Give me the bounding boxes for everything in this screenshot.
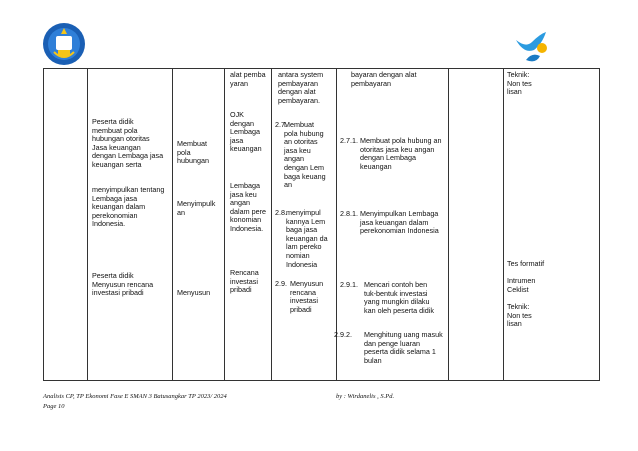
indicator-text-4: Mencari contoh ben tuk-bentuk investasi yang mungkin dilaku kan oleh peserta didik xyxy=(364,280,434,315)
verb-3: Menyusun xyxy=(177,288,211,297)
content-cell xyxy=(225,69,272,381)
indicator-text-5: Menghitung uang masuk dan penge luaran peserta didik selama 1 bulan xyxy=(364,330,443,365)
page-footer xyxy=(43,392,227,412)
merdeka-belajar-logo xyxy=(512,26,552,66)
footer-document-title: Analisis CP, TP Ekonomi Fase E SMAN 3 Batusangkar TP 2023/ 2024 xyxy=(43,393,227,400)
objective-detail-3: menyimpul kannya Lem baga jasa keuangan da lam pereko nomian Indonesia xyxy=(286,208,328,269)
empty-cell xyxy=(44,69,88,381)
content-text-1: alat pemba yaran xyxy=(230,70,266,88)
table-row xyxy=(44,69,600,381)
content-text-4: Rencana investasi pribadi xyxy=(230,268,259,295)
objective-detail-1: antara system pembayaran dengan alat pembayaran. xyxy=(278,70,324,105)
objective-text-2: menyimpulkan tentang Lembaga jasa keuangan dalam perekonomian Indonesia. xyxy=(92,185,165,229)
objective-detail-4: Menyusun rencana investasi pribadi xyxy=(290,279,324,314)
objective-detail-2: Membuat pola hubung an otoritas jasa keu angan dengan Lem baga keuang an xyxy=(284,120,326,190)
indicator-number-2-9-2: 2.9.2. xyxy=(334,330,352,339)
indicator-cell xyxy=(334,69,449,381)
footer-author: by : Wirdanelis , S.Pd. xyxy=(336,393,395,400)
verb-2: Menyimpulk an xyxy=(177,199,216,217)
assessment-text-2: Tes formatif Intrumen Ceklist Teknik: Non tes lisan xyxy=(507,259,545,329)
analysis-table xyxy=(43,68,600,381)
verb-1: Membuat pola hubungan xyxy=(177,139,209,166)
objective-number-2-7: 2.7. xyxy=(275,120,287,129)
indicator-number-2-9-1: 2.9.1. xyxy=(340,280,358,289)
assessment-text-1: Teknik: Non tes lisan xyxy=(507,70,532,97)
indicator-number-2-7-1: 2.7.1. xyxy=(340,136,358,145)
indicator-text-3: Menyimpulkan Lembaga jasa keuangan dalam perekonomian Indonesia xyxy=(360,209,439,236)
objective-number-2-8: 2.8. xyxy=(275,208,287,217)
empty-cell xyxy=(449,69,504,381)
indicator-number-2-8-1: 2.8.1. xyxy=(340,209,358,218)
learning-objective-cell xyxy=(88,69,173,381)
objective-number-2-9: 2.9. xyxy=(275,279,287,288)
objective-text-3: Peserta didik Menyusun rencana investasi pribadi xyxy=(92,271,154,298)
objective-number-cell xyxy=(272,69,337,381)
verb-cell xyxy=(173,69,225,381)
indicator-text-1: bayaran dengan alat pembayaran xyxy=(351,70,417,88)
content-text-3: Lembaga jasa keu angan dalam pere konomian Indonesia. xyxy=(230,181,266,233)
tut-wuri-handayani-logo xyxy=(42,22,86,66)
objective-text-1: Peserta didik membuat pola hubungan otoritas Jasa keuangan dengan Lembaga jasa keuangan serta xyxy=(92,117,164,169)
footer-page-number: Page 10 xyxy=(43,403,65,410)
indicator-text-2: Membuat pola hubung an otoritas jasa keu angan dengan Lembaga keuangan xyxy=(360,136,442,171)
content-text-2: OJK dengan Lembaga jasa keuangan xyxy=(230,110,262,154)
assessment-cell xyxy=(504,69,600,381)
